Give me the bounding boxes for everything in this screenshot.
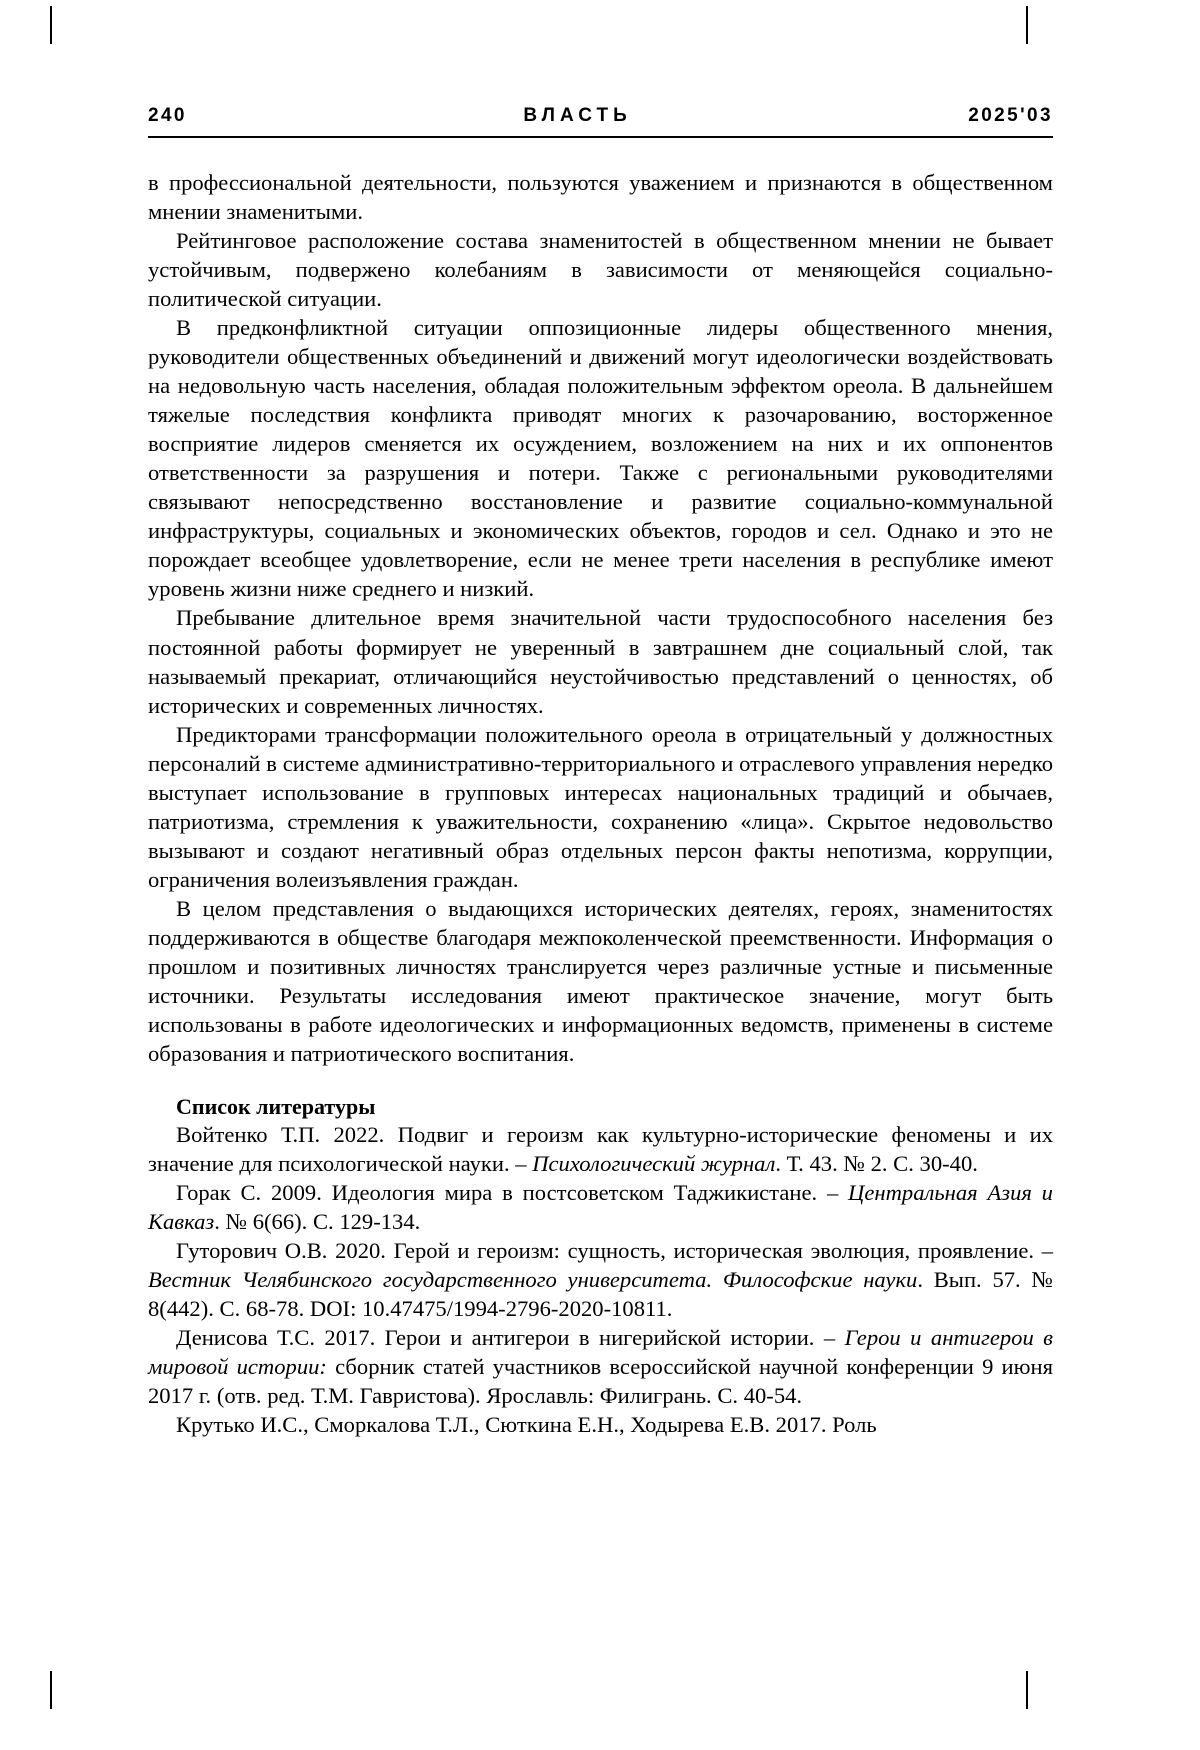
crop-mark-top-right xyxy=(1026,6,1028,44)
paragraph: Пребывание длительное время значительной части трудоспособного населения без постоянной работы формирует не уверенный в завтрашнем дне социальный слой, так называемый прекариат, отличающийся неустойчивостью представлений о ценностях, об исторических и современных личностях. xyxy=(148,605,1053,718)
reference-item xyxy=(148,1410,1053,1439)
crop-mark-bottom-left xyxy=(50,1671,52,1709)
reference-source-title: Вестник Челябинского государственного университета. Философские науки xyxy=(148,1267,918,1293)
reference-item xyxy=(148,1236,1053,1323)
reference-text: Войтенко Т.П. 2022. Подвиг и героизм как культурно-исторические феномены и их значение для психологической науки. – xyxy=(148,1121,1053,1176)
paragraph: В целом представления о выдающихся исторических деятелях, героях, знаменитостях поддерживаются в обществе благодаря межпоколенческой преемственности. Информация о прошлом и позитивных личностях транслируется через различные устные и письменные источники. Результаты исследования имеют практическое значение, могут быть использованы в работе идеологических и информационных ведомств, применены в системе образования и патриотического воспитания. xyxy=(148,895,1053,1066)
body-text xyxy=(148,168,1053,1068)
reference-text: Денисова Т.С. 2017. Герои и антигерои в нигерийской истории. – xyxy=(176,1325,845,1351)
reference-text: Гуторович О.В. 2020. Герой и героизм: сущность, историческая эволюция, проявление. – xyxy=(176,1238,1053,1264)
paragraph: В предконфликтной ситуации оппозиционные лидеры общественного мнения, руководители общественных объединений и движений могут идеологически воздействовать на недовольную часть населения, обладая положительным эффектом ореола. В дальнейшем тяжелые последствия конфликта приводят многих к разочарованию, восторженное восприятие лидеров сменяется их осуждением, возложением на них и их оппонентов ответственности за разрушения и потери. Также с региональными руководителями связывают непосредственно восстановление и развитие социально-коммунальной инфраструктуры, социальных и экономических объектов, городов и сел. Однако и это не порождает всеобщее удовлетворение, если не менее трети населения в республике имеют уровень жизни ниже среднего и низкий. xyxy=(148,315,1053,602)
reference-text: . № 6(66). С. 129-134. xyxy=(214,1209,421,1235)
crop-mark-top-left xyxy=(50,6,52,44)
paragraph: в профессиональной деятельности, пользуются уважением и признаются в общественном мнении знаменитыми. xyxy=(148,170,1053,225)
references-title: Список литературы xyxy=(176,1093,376,1119)
reference-source-title: Герои и антигерои в мировой истории: xyxy=(148,1325,1053,1380)
reference-item xyxy=(148,1120,1053,1178)
reference-item xyxy=(148,1178,1053,1236)
paragraph: Рейтинговое расположение состава знаменитостей в общественном мнении не бывает устойчивым, подвержено колебаниям в зависимости от меняющейся социально-политической ситуации. xyxy=(148,228,1053,312)
issue-label: 2025'03 xyxy=(968,105,1053,126)
running-header xyxy=(148,105,1053,138)
references-section xyxy=(148,1094,1053,1439)
page-number: 240 xyxy=(148,105,187,126)
reference-source-title: Психологический журнал xyxy=(532,1151,776,1176)
paragraph: Предикторами трансформации положительного ореола в отрицательный у должностных персоналий в системе административно-территориального и отраслевого управления нередко выступает использование в групповых интересах национальных традиций и обычаев, патриотизма, стремления к уважительности, сохранению «лица». Скрытое недовольство вызывают и создают негативный образ отдельных персон факты непотизма, коррупции, ограничения волеизъявления граждан. xyxy=(148,721,1053,892)
references-list xyxy=(148,1120,1053,1439)
reference-text: . Вып. 57. № 8(442). С. 68-78. DOI: 10.47475/1994-2796-2020-10811. xyxy=(148,1267,1053,1322)
reference-text: . Т. 43. № 2. С. 30-40. xyxy=(775,1151,978,1176)
crop-mark-bottom-right xyxy=(1026,1671,1028,1709)
reference-item xyxy=(148,1323,1053,1410)
page-content xyxy=(148,105,1053,1439)
reference-source-title: Центральная Азия и Кавказ xyxy=(148,1180,1053,1235)
reference-text: Горак С. 2009. Идеология мира в постсоветском Таджикистане. – xyxy=(176,1180,849,1206)
journal-title: ВЛАСТЬ xyxy=(523,105,632,126)
reference-text: сборник статей участников всероссийской научной конференции 9 июня 2017 г. (отв. ред. Т.М. Гавристова). Ярославль: Филигрань. С. 40-54. xyxy=(148,1354,1053,1409)
reference-text: Крутько И.С., Сморкалова Т.Л., Сюткина Е.Н., Ходырева Е.В. 2017. Роль xyxy=(176,1412,877,1438)
